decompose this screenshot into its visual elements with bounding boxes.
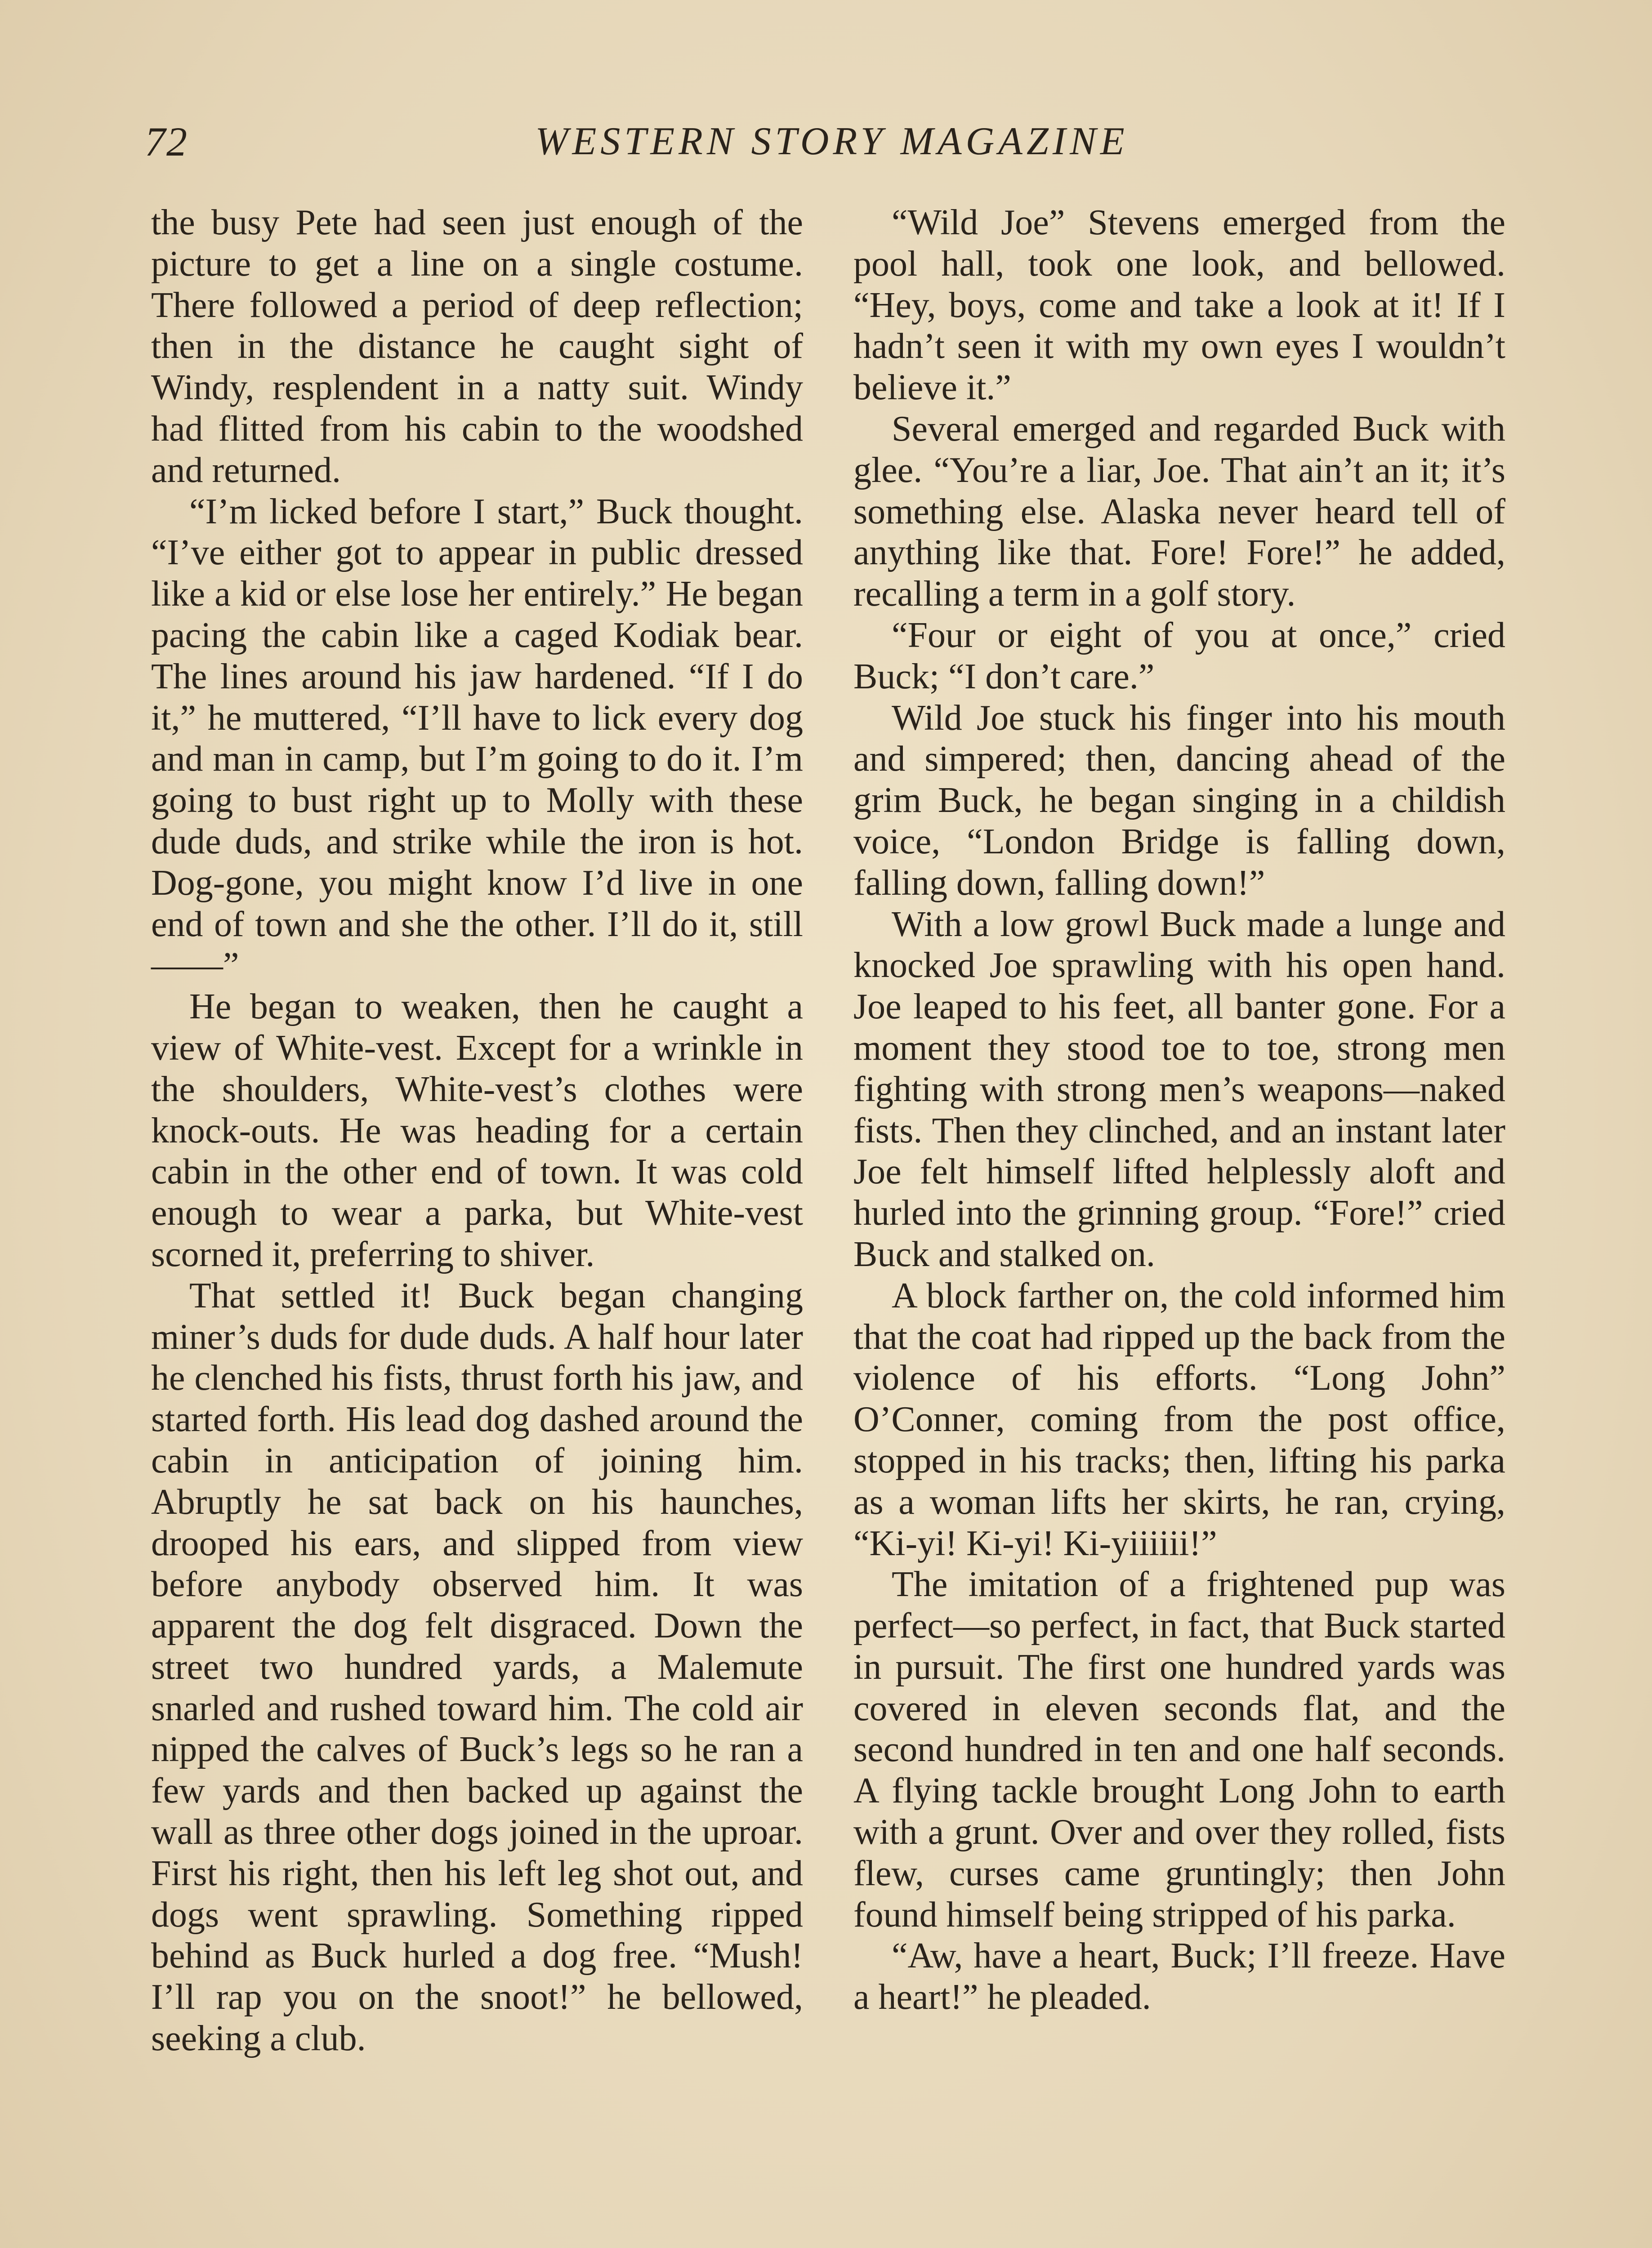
paragraph: Several emerged and regarded Buck with glee. “You’re a liar, Joe. That ain’t an it; it’s something else. Alaska never heard tell of anything like that. Fore! Fore!” he added, recalling a term in a golf story. xyxy=(853,409,1505,614)
paragraph: “Four or eight of you at once,” cried Buck; “I don’t care.” xyxy=(853,615,1505,696)
paragraph: Wild Joe stuck his finger into his mouth and simpered; then, dancing ahead of the grim Buck, he began singing in a childish voice, “London Bridge is falling down, falling down, falling down!” xyxy=(853,698,1505,903)
paragraph: He began to weaken, then he caught a view of White-vest. Except for a wrinkle in the shoulders, White-vest’s clothes were knock-outs. He was heading for a certain cabin in the other end of town. It was cold enough to wear a parka, but White-vest scorned it, preferring to shiver. xyxy=(151,987,803,1274)
paragraph: the busy Pete had seen just enough of the picture to get a line on a single costume. There followed a period of deep reflection; then in the distance he caught sight of Windy, resplendent in a natty suit. Windy had flitted from his cabin to the woodshed and returned. xyxy=(151,203,803,490)
paragraph: “I’m licked before I start,” Buck thought. “I’ve either got to appear in public dressed like a kid or else lose her entirely.” He began pacing the cabin like a caged Kodiak bear. The lines around his jaw hardened. “If I do it,” he muttered, “I’ll have to lick every dog and man in camp, but I’m going to do it. I’m going to bust right up to Molly with these dude duds, and strike while the iron is hot. Dog-gone, you might know I’d live in one end of town and she the other. I’ll do it, still——” xyxy=(151,491,803,986)
page-header xyxy=(0,115,1652,178)
right-column xyxy=(853,202,1505,2018)
running-title: WESTERN STORY MAGAZINE xyxy=(535,120,1129,163)
paragraph: A block farther on, the cold informed him that the coat had ripped up the back from the violence of his efforts. “Long John” O’Conner, coming from the post office, stopped in his tracks; then, lifting his parka as a woman lifts her skirts, he ran, crying, “Ki-yi! Ki-yi! Ki-yiiiiii!” xyxy=(853,1276,1505,1563)
page-number: 72 xyxy=(145,119,188,165)
paragraph: That settled it! Buck began changing miner’s duds for dude duds. A half hour later he clenched his fists, thrust forth his jaw, and started forth. His lead dog dashed around the cabin in anticipation of joining him. Abruptly he sat back on his haunches, drooped his ears, and slipped from view before anybody observed him. It was apparent the dog felt disgraced. Down the street two hundred yards, a Malemute snarled and rushed toward him. The cold air nipped the calves of Buck’s legs so he ran a few yards and then backed up against the wall as three other dogs joined in the uproar. First his right, then his left leg shot out, and dogs went sprawling. Something ripped behind as Buck hurled a dog free. “Mush! I’ll rap you on the snoot!” he bellowed, seeking a club. xyxy=(151,1276,803,2059)
paragraph: The imitation of a frightened pup was perfect—so perfect, in fact, that Buck started in pursuit. The first one hundred yards was covered in eleven seconds flat, and the second hundred in ten and one half seconds. A flying tackle brought Long John to earth with a grunt. Over and over they rolled, fists flew, curses came gruntingly; then John found himself being stripped of his parka. xyxy=(853,1565,1505,1935)
paragraph: “Aw, have a heart, Buck; I’ll freeze. Have a heart!” he pleaded. xyxy=(853,1936,1505,2017)
left-column xyxy=(151,202,803,2060)
paragraph: With a low growl Buck made a lunge and knocked Joe sprawling with his open hand. Joe leaped to his feet, all banter gone. For a moment they stood toe to toe, strong men fighting with strong men’s weapons—naked fists. Then they clinched, and an instant later Joe felt himself lifted helplessly aloft and hurled into the grinning group. “Fore!” cried Buck and stalked on. xyxy=(853,904,1505,1274)
paragraph: “Wild Joe” Stevens emerged from the pool hall, took one look, and bellowed. “Hey, boys, come and take a look at it! If I hadn’t seen it with my own eyes I wouldn’t believe it.” xyxy=(853,203,1505,408)
